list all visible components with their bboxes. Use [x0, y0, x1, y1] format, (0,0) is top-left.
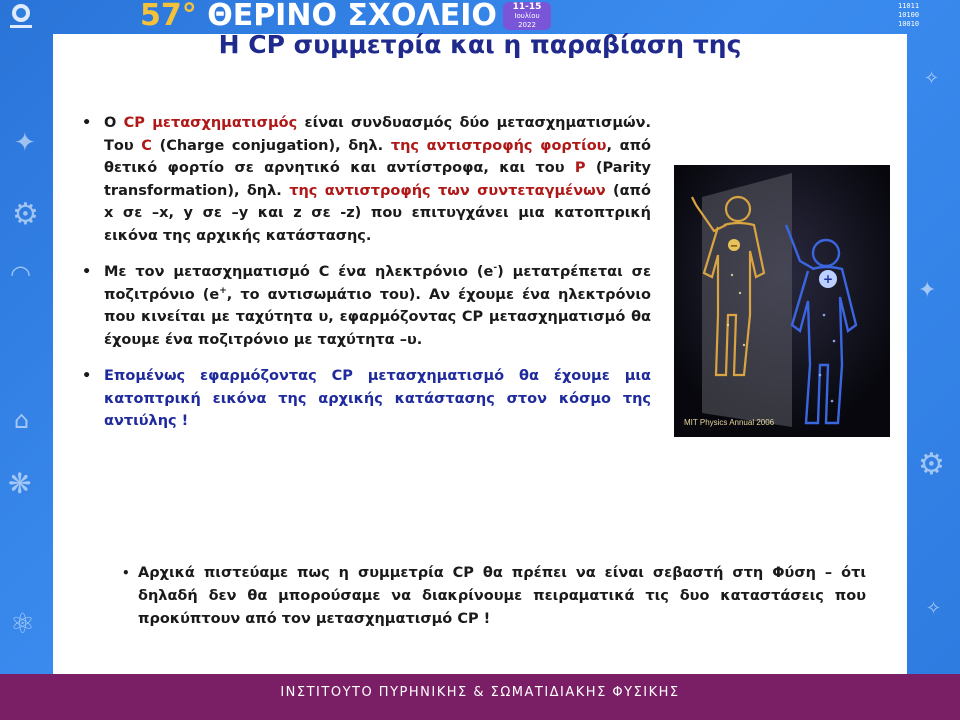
- atom-icon: ⚛: [10, 607, 36, 640]
- text-span: Ο: [104, 115, 124, 131]
- sparkle-icon: ✦: [918, 278, 937, 303]
- gear-icon: ⚙: [12, 197, 39, 232]
- figure-credit: MIT Physics Annual 2006: [684, 418, 775, 427]
- date-badge: [503, 2, 551, 30]
- superscript-minus: -: [493, 263, 498, 274]
- highlight-cp-transformation: CP μετασχηματισμός: [123, 115, 298, 131]
- conclusion-list: [138, 562, 866, 631]
- sparkle-icon: ✧: [924, 68, 940, 89]
- date-days: 11-15: [512, 2, 542, 12]
- date-month: Ιουλίου: [514, 12, 540, 20]
- wifi-icon: ◠: [10, 260, 31, 288]
- binary-line: 10100: [898, 11, 920, 19]
- sparkle-icon: ✦: [14, 128, 36, 158]
- highlight-coordinate-inversion: της αντιστροφής των συντεταγμένων: [289, 182, 606, 199]
- highlight-c: C: [141, 137, 152, 154]
- sparkle-icon: ✧: [926, 598, 942, 619]
- text-span: , από θετικό φορτίο σε αρνητικό και αντίστροφα, και του: [104, 137, 651, 176]
- school-number: 57: [140, 0, 182, 33]
- electron-sign: −: [729, 241, 739, 252]
- text-span: Με τον μετασχηματισμό C ένα ηλεκτρόνιο (e: [104, 264, 494, 280]
- bullet-electron-positron: [96, 261, 651, 351]
- positron-sign: +: [822, 272, 834, 286]
- footer-bar: [0, 674, 960, 720]
- text-span: (Parity transformation), δηλ.: [104, 160, 651, 199]
- mirror-pane: [702, 173, 792, 427]
- school-title: [140, 0, 497, 33]
- bullet-cp-definition: [96, 112, 651, 247]
- text-span: (Charge conjugation), δηλ.: [151, 137, 391, 154]
- school-name: ΘΕΡΙΝΟ ΣΧΟΛΕΙΟ: [207, 0, 497, 33]
- degree-symbol: °: [181, 0, 197, 33]
- conclusion-bullet: • Αρχικά πιστεύαμε πως η συμμετρία CP θα πρέπει να είναι σεβαστή στη Φύση – ότι δηλαδή δεν θα μπορούσαμε να διακρίνουμε πειραματικά τις δυο καταστάσεις που προκύπτουν από τον μετασχηματισμό CP !: [138, 562, 866, 631]
- top-banner: [0, 0, 960, 34]
- highlight-p: P: [574, 160, 586, 176]
- highlight-charge-inversion: της αντιστροφής φορτίου: [390, 137, 607, 154]
- binary-line: 10010: [898, 20, 920, 28]
- bullet-antimatter-mirror: • Επομένως εφαρμόζοντας CP μετασχηματισμό θα έχουμε μια κατοπτρική εικόνα της αρχικής κατάστασης στον κόσμο της αντιύλης !: [96, 365, 651, 433]
- binary-decoration: [898, 2, 919, 29]
- mirror-illustration: [674, 165, 890, 437]
- date-year: 2022: [518, 21, 536, 29]
- slide-title: Η CP συμμετρία και η παραβίαση της: [218, 30, 742, 59]
- text-span: ) μετατρέπεται σε ποζιτρόνιο (e: [104, 264, 652, 303]
- text-span: (από x σε –x, y σε –y και z σε -z) που επιτυγχάνει μια κατοπτρική εικόνα της αρχικής κατάστασης.: [104, 182, 651, 244]
- molecule-icon: ❋: [8, 467, 32, 500]
- mirror-figure: [674, 165, 890, 437]
- bullet-list: [96, 112, 651, 447]
- text-span: , το αντισωμάτιο του). Αν έχουμε ένα ηλεκτρόνιο που κινείται με ταχύτητα υ, εφαρμόζοντας CP μετασχηματισμό θα έχουμε ένα ποζιτρόνιο με ταχύτητα –υ.: [104, 286, 652, 348]
- gear-icon: ⚙: [918, 447, 945, 482]
- footer-text: ΙΝΣΤΙΤΟΥΤΟ ΠΥΡΗΝΙΚΗΣ & ΣΩΜΑΤΙΔΙΑΚΗΣ ΦΥΣΙΚΗΣ: [280, 685, 680, 700]
- text-span: είναι συνδυασμός δύο μετασχηματισμών. Του: [104, 115, 651, 154]
- lock-icon: ⌂: [14, 406, 30, 434]
- superscript-plus: +: [219, 285, 227, 296]
- institute-logo-icon: [4, 2, 38, 32]
- binary-line: 11011: [898, 2, 920, 10]
